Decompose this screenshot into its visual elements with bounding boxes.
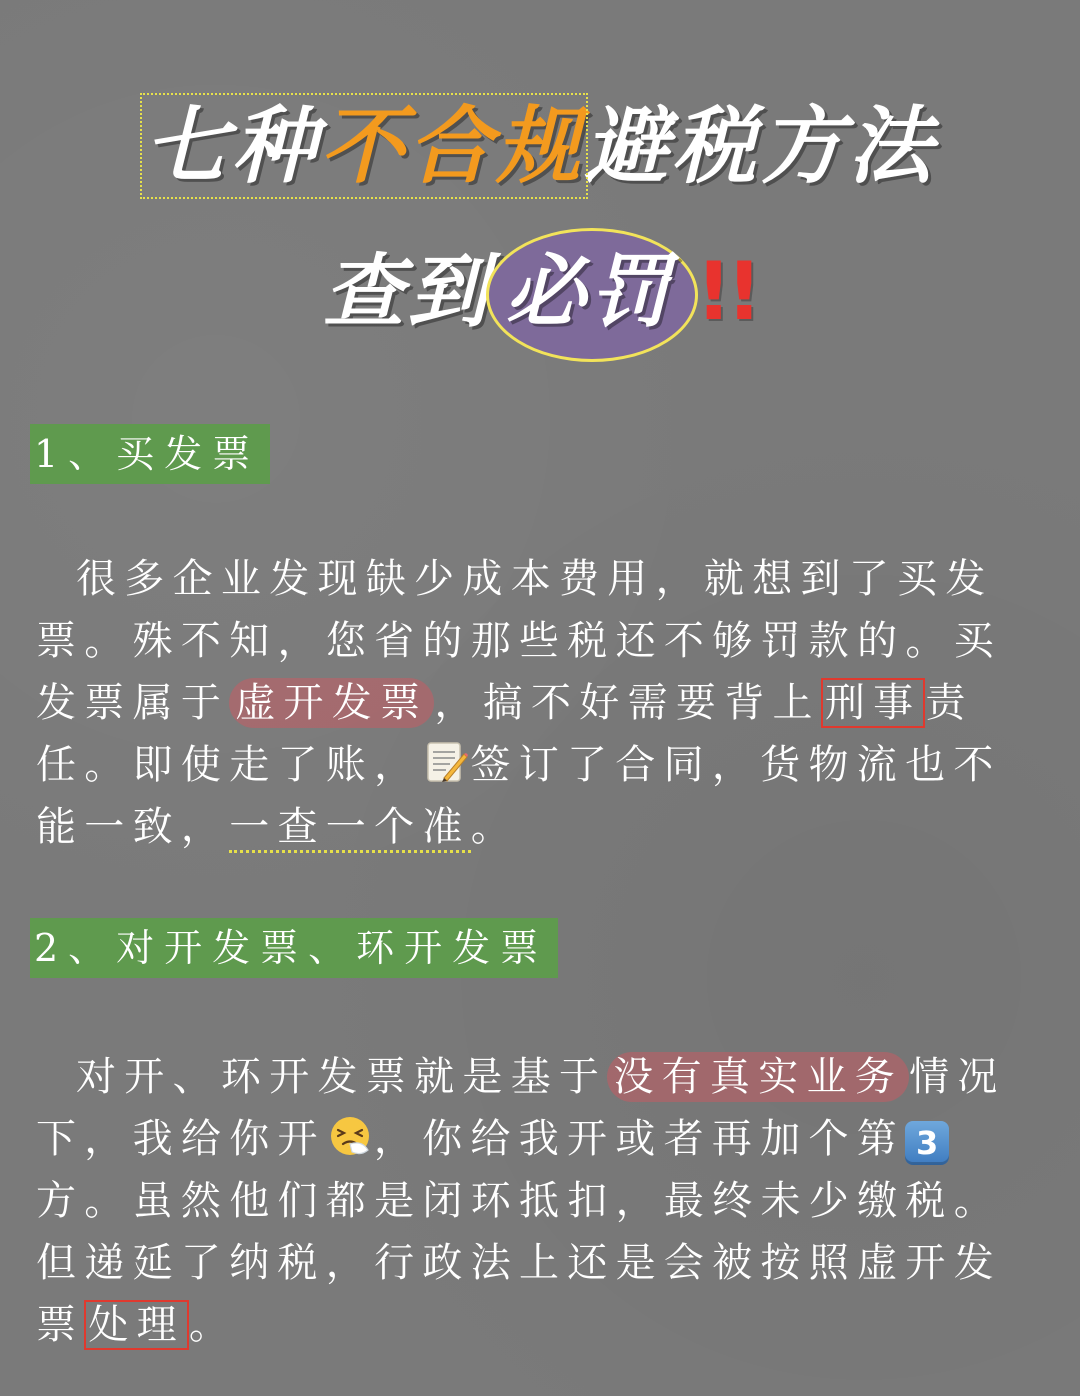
boxed-criminal: 刑事 <box>821 678 926 728</box>
title-part-buhegui: 不合规 <box>319 97 584 195</box>
boxed-process: 处理 <box>84 1300 189 1350</box>
body-text: 。 <box>188 1302 238 1348</box>
body-text: 签订了合同，货物流也不能一致， <box>36 742 1002 850</box>
title-line-2 <box>0 242 1080 342</box>
title-part-qizhong: 七种 <box>143 97 320 195</box>
body-text: 方。虽然他们都是闭环抵扣，最终未少缴税。但递延了纳税，行政法上还是会被按照虚开发票 <box>36 1178 1002 1348</box>
section-heading-buy-invoice: 1、买发票 <box>30 424 270 484</box>
body-text: 责任。即使走了账， <box>36 680 974 788</box>
title-part-bifa: 必罚 <box>492 242 688 342</box>
body-text: 对开、环开发票就是基于 <box>76 1054 608 1100</box>
title-dotted-box <box>144 97 584 195</box>
section-heading-cross-invoice: 2、对开发票、环开发票 <box>30 918 558 978</box>
title-part-bishui: 避税方法 <box>584 97 937 195</box>
title-part-chadao: 查到 <box>323 245 492 338</box>
body-text: ，搞不好需要背上 <box>434 680 821 726</box>
body-text: 情况下，我给你开 <box>36 1054 1006 1162</box>
dotted-underline-yicha: 一查一个准 <box>229 804 471 853</box>
section-body-cross-invoice <box>36 1046 1036 1356</box>
highlight-no-real-business: 没有真实业务 <box>607 1052 909 1102</box>
sneezing-face-icon <box>328 1114 372 1158</box>
highlight-fake-invoice: 虚开发票 <box>229 678 434 728</box>
body-text: 很多企业发现缺少成本费用，就想到了买发票。殊不知，您省的那些税还不够罚款的。买发票属于 <box>36 556 1002 726</box>
body-text: ，你给我开或者再加个第 <box>373 1116 906 1162</box>
body-text: 。 <box>470 804 520 850</box>
section-body-buy-invoice <box>36 548 1036 858</box>
title-ellipse-highlight <box>492 242 688 342</box>
keycap-3-icon: 3 <box>905 1121 949 1165</box>
memo-icon <box>424 740 468 784</box>
double-exclamation-icon: !! <box>695 245 757 338</box>
title-line-1 <box>0 96 1080 196</box>
